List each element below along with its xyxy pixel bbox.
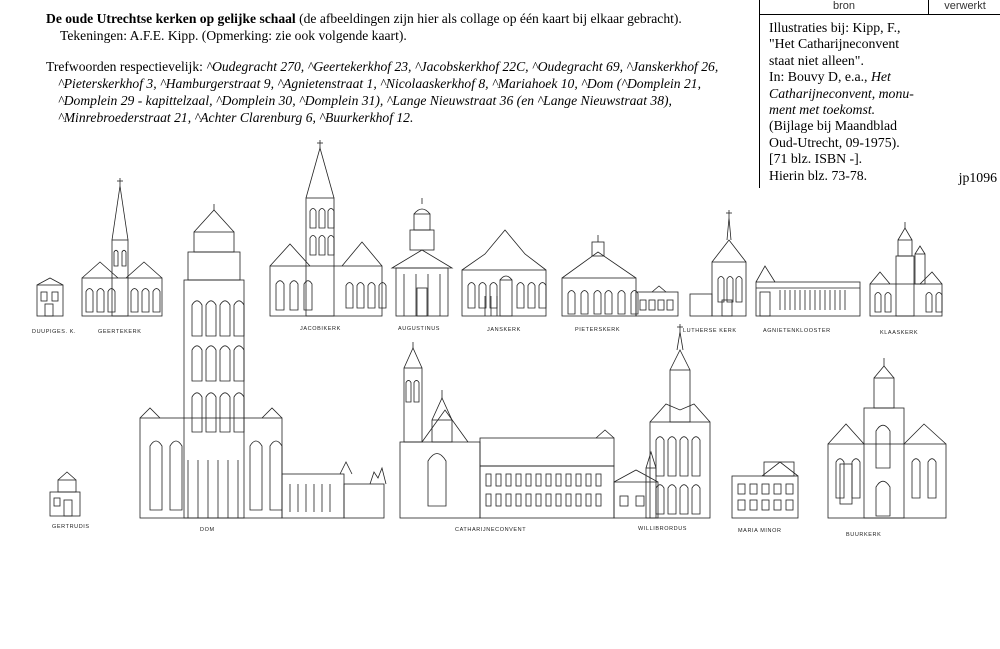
citation-line: [71 blz. ISBN -]. xyxy=(769,151,863,167)
building-duupiges xyxy=(37,278,63,316)
page-title: De oude Utrechtse kerken op gelijke schaal xyxy=(46,11,296,26)
label-pieterskerk: PIETERSKERK xyxy=(575,327,621,333)
document-code: jp1096 xyxy=(958,170,997,185)
label-klaaskerk: KLAASKERK xyxy=(880,330,919,336)
building-right-block xyxy=(614,470,658,518)
building-maria-minor xyxy=(732,462,798,518)
label-agnietenklooster: AGNIETENKLOOSTER xyxy=(763,328,831,334)
label-lutherse-kerk: LUTHERSE KERK xyxy=(683,328,737,334)
building-dom xyxy=(140,204,282,518)
credits: Tekeningen: A.F.E. Kipp. (Opmerking: zie ook volgende kaart). xyxy=(60,28,407,43)
label-gertrudis: GERTRUDIS xyxy=(52,524,90,530)
building-geertekerk xyxy=(82,178,162,316)
citation-line: "Het Catharijneconvent xyxy=(769,36,900,52)
citation-text: In: Bouvy D, e.a., xyxy=(769,69,871,85)
citation-line: Catharijneconvent, monu- xyxy=(769,85,914,101)
label-augustinus: AUGUSTINUS xyxy=(398,326,441,332)
keywords-line-4: ^Minrebroederstraat 21, ^Achter Clarenburg 6, ^Buurkerkhof 12. xyxy=(58,110,414,125)
label-catharijneconvent: CATHARIJNECONVENT xyxy=(455,527,527,533)
building-agnietenklooster xyxy=(756,266,860,316)
citation-line: Illustraties bij: Kipp, F., xyxy=(769,20,901,35)
building-dom-annex xyxy=(282,462,386,518)
label-jacobikerk: JACOBIKERK xyxy=(300,326,341,332)
label-janskerk: JANSKERK xyxy=(487,327,521,333)
building-willibrordus xyxy=(646,324,710,518)
citation-line: Oud-Utrecht, 09-1975). xyxy=(769,134,900,150)
building-gertrudis xyxy=(50,472,80,516)
building-lutherse-kerk xyxy=(690,210,746,316)
citation-italic: Het xyxy=(870,69,891,85)
label-geertekerk: GEERTEKERK xyxy=(98,329,142,335)
label-buurkerk: BUURKERK xyxy=(846,532,882,538)
citation-line: Hierin blz. 73-78. xyxy=(769,167,868,183)
keywords-prefix: Trefwoorden respectievelijk: xyxy=(46,59,203,74)
building-augustinus xyxy=(392,198,452,316)
page-subtitle: (de afbeeldingen zijn hier als collage op één kaart bij elkaar gebracht). xyxy=(299,11,682,26)
tab-verwerkt[interactable]: verwerkt xyxy=(944,0,986,12)
keywords-line-1: ^Oudegracht 270, ^Geertekerkhof 23, ^Jacobskerkhof 22C, ^Oudegracht 69, ^Janskerkhof 26, xyxy=(206,59,719,74)
building-buurkerk xyxy=(828,358,946,518)
building-janskerk xyxy=(462,230,546,316)
label-willibrordus: WILLIBRORDUS xyxy=(638,526,688,532)
label-duupiges: DUUPIGES. K. xyxy=(32,329,77,335)
building-klaaskerk xyxy=(870,222,942,316)
keywords-line-3: ^Domplein 29 - kapittelzaal, ^Domplein 30, ^Domplein 31), ^Lange Nieuwstraat 36 (en ^Lange Nieuwstraat 38), xyxy=(58,93,672,108)
tab-bron[interactable]: bron xyxy=(760,0,929,14)
keywords-line-2: ^Pieterskerkhof 3, ^Hamburgerstraat 9, ^Agnietenstraat 1, ^Nicolaaskerkhof 8, ^Mariahoek 10, ^Dom (^Domplein 21, xyxy=(58,76,701,91)
building-jacobikerk xyxy=(270,140,386,316)
citation-line: ment met toekomst. xyxy=(769,102,876,118)
label-maria-minor: MARIA MINOR xyxy=(738,528,782,534)
citation-line: (Bijlage bij Maandblad xyxy=(769,118,897,134)
citation-line: staat niet alleen". xyxy=(769,52,864,68)
building-catharijneconvent xyxy=(400,342,614,518)
building-pieterskerk xyxy=(562,235,678,316)
label-dom: DOM xyxy=(200,527,215,533)
